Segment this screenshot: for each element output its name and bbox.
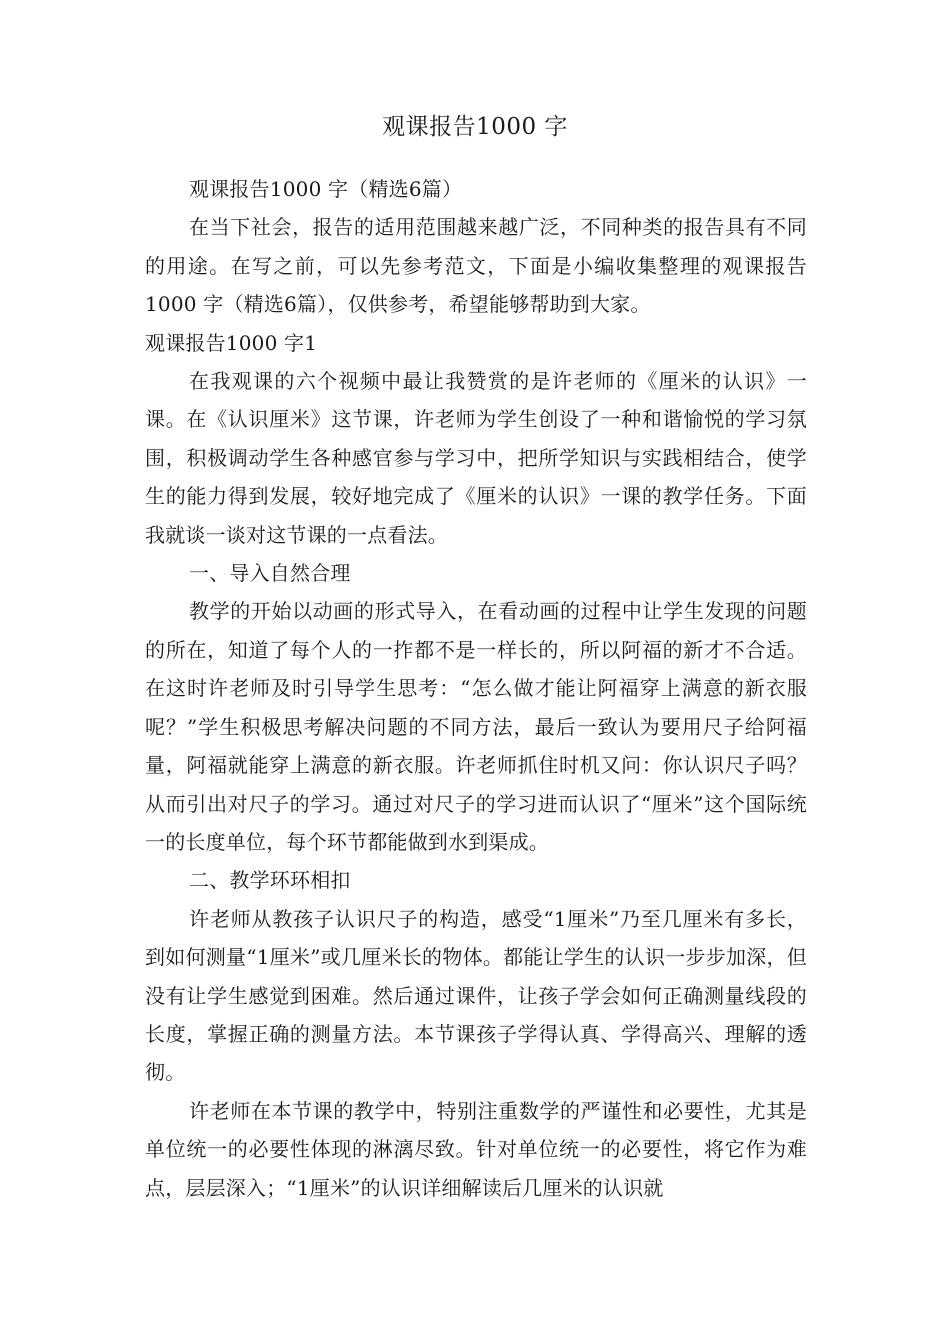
body-paragraph: 许老师在本节课的教学中，特别注重数学的严谨性和必要性，尤其是单位统一的必要性体现的淋漓尽致。针对单位统一的必要性，将它作为难点，层层深入；“1厘米”的认识详细解读后几厘米的认识就 [145,1098,807,1200]
subheading: 二、教学环环相扣 [189,868,351,893]
subtitle-paragraph: 观课报告1000 字（精选6篇） [189,177,463,201]
body-paragraph: 教学的开始以动画的形式导入，在看动画的过程中让学生发现的问题的所在，知道了每个人的一拃都不是一样长的，所以阿福的新才不合适。在这时许老师及时引导学生思考：“怎么做才能让阿福穿上满意的新衣服呢？”学生积极思考解决问题的不同方法，最后一致认为要用尺子给阿福量，阿福就能穿上满意的新衣服。许老师抓住时机又问：你认识尺子吗？从而引出对尺子的学习。通过对尺子的学习进而认识了“厘米”这个国际统一的长度单位，每个环节都能做到水到渠成。 [145,599,807,854]
intro-paragraph: 在当下社会，报告的适用范围越来越广泛，不同种类的报告具有不同的用途。在写之前，可以先参考范文，下面是小编收集整理的观课报告1000 字（精选6篇），仅供参考，希望能够帮助到大家。 [145,215,807,317]
section-heading: 观课报告1000 字1 [145,330,318,355]
document-title: 观课报告1000 字 [382,114,568,140]
body-paragraph: 在我观课的六个视频中最让我赞赏的是许老师的《厘米的认识》一课。在《认识厘米》这节课，许老师为学生创设了一种和谐愉悦的学习氛围，积极调动学生各种感官参与学习中，把所学知识与实践相结合，使学生的能力得到发展，较好地完成了《厘米的认识》一课的教学任务。下面我就谈一谈对这节课的一点看法。 [145,369,807,547]
subheading: 一、导入自然合理 [189,561,351,586]
document-body [145,170,807,1207]
body-paragraph: 许老师从教孩子认识尺子的构造，感受“1厘米”乃至几厘米有多长，到如何测量“1厘米”或几厘米长的物体。都能让学生的认识一步步加深，但没有让学生感觉到困难。然后通过课件，让孩子学会如何正确测量线段的长度，掌握正确的测量方法。本节课孩子学得认真、学得高兴、理解的透彻。 [145,906,807,1085]
